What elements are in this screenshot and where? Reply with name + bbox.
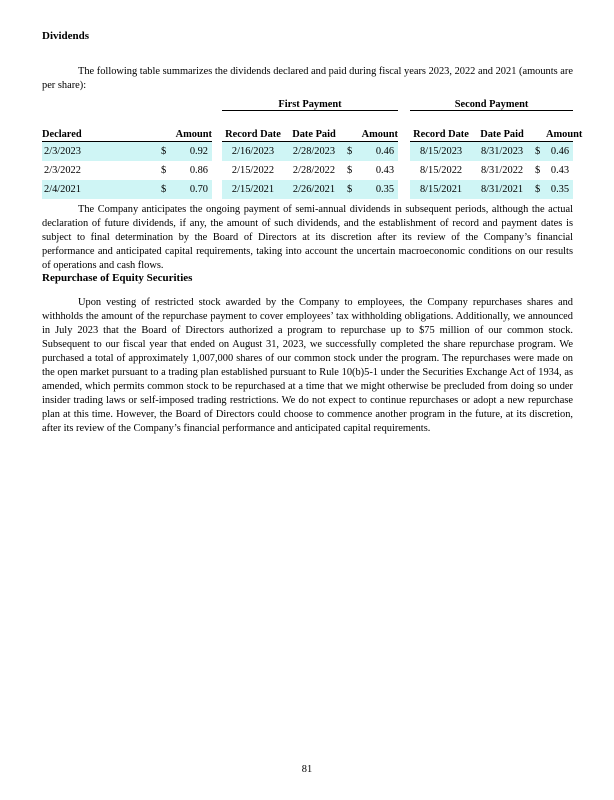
cell-currency: $ (347, 165, 353, 176)
cell-amount: 0.92 (172, 142, 212, 162)
cell-date-paid: 2/28/2022 (292, 165, 336, 176)
first-payment-header: First Payment (222, 96, 398, 111)
table-row (42, 142, 573, 162)
cell-currency: $ (158, 180, 172, 199)
col-second-record-date: Record Date (410, 111, 472, 142)
dividends-table (42, 96, 583, 199)
cell-currency: $ (158, 142, 172, 162)
cell-amount: 0.86 (189, 165, 208, 176)
col-declared: Declared (42, 111, 158, 142)
table-row (42, 180, 573, 199)
cell-date-paid: 2/28/2023 (284, 142, 344, 162)
cell-first-amount: 0.46 (358, 142, 398, 162)
page-number: 81 (301, 764, 313, 775)
cell-second-record-date: 8/15/2022 (419, 165, 463, 176)
cell-declared: 2/4/2021 (42, 180, 158, 199)
dividends-intro: The following table summarizes the dividends declared and paid during fiscal years 2023, 2022 and 2021 (amounts are per share): (42, 66, 573, 91)
cell-second-date-paid: 8/31/2021 (472, 180, 532, 199)
cell-second-record-date: 8/15/2021 (410, 180, 472, 199)
cell-record-date: 2/15/2022 (231, 165, 275, 176)
cell-record-date: 2/15/2021 (222, 180, 284, 199)
table-row (42, 161, 573, 180)
cell-currency: $ (535, 165, 541, 176)
cell-date-paid: 2/26/2021 (284, 180, 344, 199)
cell-record-date: 2/16/2023 (222, 142, 284, 162)
cell-currency: $ (532, 180, 546, 199)
col-date-paid: Date Paid (284, 111, 344, 142)
cell-amount: 0.70 (172, 180, 212, 199)
cell-currency: $ (344, 142, 358, 162)
cell-second-date-paid: 8/31/2022 (480, 165, 524, 176)
cell-first-amount: 0.43 (375, 165, 395, 176)
col-amount: Amount (172, 111, 212, 142)
cell-currency: $ (161, 165, 167, 176)
col-record-date: Record Date (222, 111, 284, 142)
cell-declared: 2/3/2022 (44, 165, 81, 176)
dividends-heading: Dividends (42, 30, 90, 42)
cell-second-amount: 0.43 (550, 165, 570, 176)
second-payment-header: Second Payment (410, 96, 573, 111)
cell-second-amount: 0.46 (546, 142, 573, 162)
repurchase-heading: Repurchase of Equity Securities (42, 272, 193, 284)
cell-second-record-date: 8/15/2023 (410, 142, 472, 162)
col-first-amount: Amount (358, 111, 398, 142)
col-second-date-paid: Date Paid (472, 111, 532, 142)
cell-currency: $ (532, 142, 546, 162)
cell-declared: 2/3/2023 (42, 142, 158, 162)
dividends-outlook-paragraph: The Company anticipates the ongoing payment of semi-annual dividends in subsequent periods, although the actual declaration of future dividends, if any, the amount of such dividends, and the establishment of record and payment dates is subject to final determination by the Board of Directors at its discretion after its review of the Company’s financial performance and anticipated capital requirements, taking into account the uncertain macroeconomic conditions on our results of operations and cash flows. (42, 204, 573, 271)
cell-second-date-paid: 8/31/2023 (472, 142, 532, 162)
cell-first-amount: 0.35 (358, 180, 398, 199)
repurchase-paragraph: Upon vesting of restricted stock awarded by the Company to employees, the Company repurchases shares and withholds the amount of the repurchase payment to cover employees’ tax withholding obligations. Additionally, we announced in July 2023 that the Board of Directors authorized a program to repurchase up to $75 million of our common stock. Subsequent to our fiscal year that ended on August 31, 2023, we successfully completed the share repurchase program. We purchased a total of approximately 1,007,000 shares of our common stock under the program. The repurchases were made on the open market pursuant to a trading plan established pursuant to Rule 10(b)5-1 under the Securities Exchange Act of 1934, as amended, which permits common stock to be repurchased at a time that we might otherwise be precluded from doing so under insider trading laws or self-imposed trading restrictions. We do not expect to continue repurchases or adopt a new repurchase plan at this time. However, the Board of Directors could choose to commence another program in the future, at its discretion, after its review of the Company’s financial performance and anticipated capital requirements. (42, 297, 573, 434)
cell-currency: $ (344, 180, 358, 199)
cell-second-amount: 0.35 (546, 180, 573, 199)
col-second-amount: Amount (546, 111, 573, 142)
